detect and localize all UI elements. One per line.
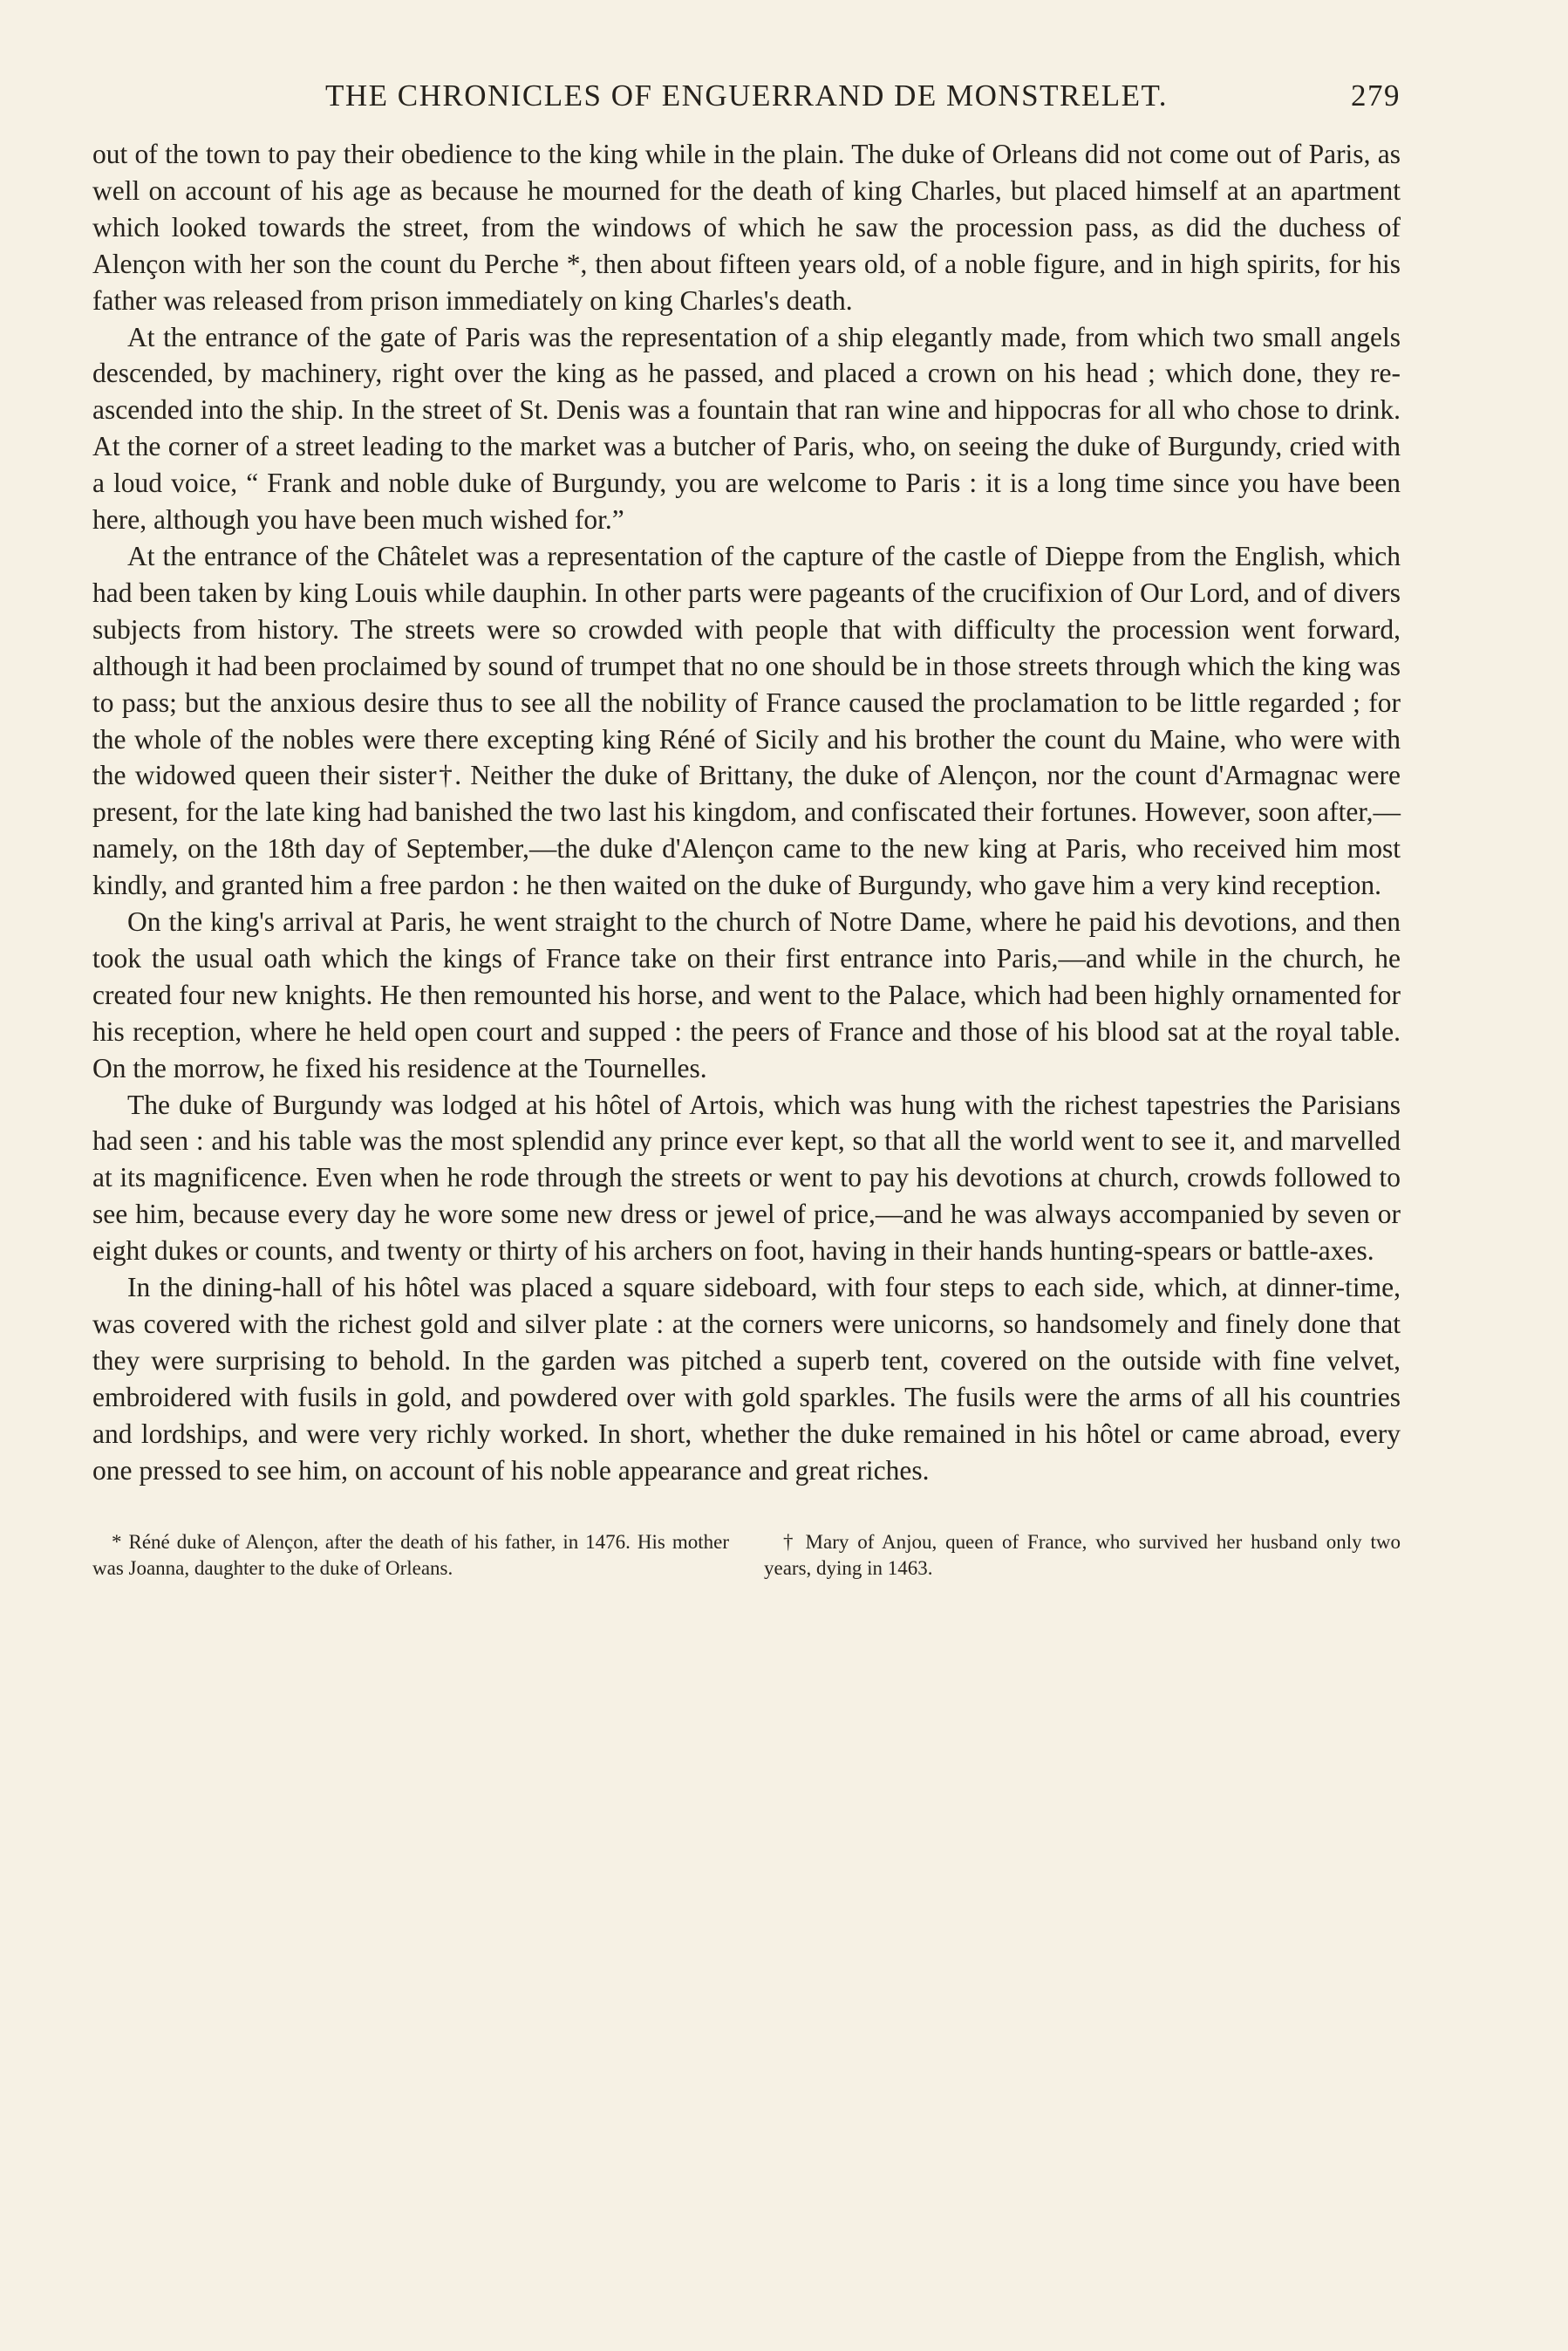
page-number: 279: [1351, 79, 1401, 113]
running-head: [92, 79, 1401, 120]
paragraph-dining-hall: In the dining-hall of his hôtel was placed a square sideboard, with four steps to each side, which, at dinner-time, was covered with the richest gold and silver plate : at the corners were unicorns, so handsomely and finely done that they were surprising to behold. In the garden was pitched a superb tent, covered on the outside with fine velvet, embroidered with fusils in gold, and powdered over with gold sparkles. The fusils were the arms of all his countries and lordships, and were very richly worked. In short, whether the duke remained in his hôtel or came abroad, every one pressed to see him, on account of his noble appearance and great riches.: [92, 1272, 1401, 1486]
paragraph-duke-of-burgundy: The duke of Burgundy was lodged at his hôtel of Artois, which was hung with the richest tapestries the Parisians had seen : and his table was the most splendid any prince ever kept, so that all the world went to see it, and marvelled at its magnificence. Even when he rode through the streets or went to pay his devotions at church, crowds followed to see him, because every day he wore some new dress or jewel of price,—and he was always accompanied by seven or eight dukes or counts, and twenty or thirty of his archers on foot, having in their hands hunting-spears or battle-axes.: [92, 1089, 1401, 1267]
footnote-rene: * Réné duke of Alençon, after the death of his father, in 1476. His mother was Joanna, daughter to the duke of Orleans.: [92, 1530, 729, 1579]
paragraph-ship-pageant: At the entrance of the gate of Paris was the representation of a ship elegantly made, from which two small angels descended, by machinery, right over the king as he passed, and placed a crown on his head ; which done, they re-ascended into the ship. In the street of St. Denis was a fountain that ran wine and hippocras for all who chose to drink. At the corner of a street leading to the market was a butcher of Paris, who, on seeing the duke of Burgundy, cried with a loud voice, “ Frank and noble duke of Burgundy, you are welcome to Paris : it is a long time since you have been here, although you have been much wished for.”: [92, 321, 1401, 536]
paragraph-king-arrival: On the king's arrival at Paris, he went straight to the church of Notre Dame, where he paid his devotions, and then took the usual oath which the kings of France take on their first entrance into Paris,—and while in the church, he created four new knights. He then remounted his horse, and went to the Palace, which had been highly ornamented for his reception, where he held open court and supped : the peers of France and those of his blood sat at the royal table. On the morrow, he fixed his residence at the Tournelles.: [92, 906, 1401, 1083]
footnote-mary-of-anjou: † Mary of Anjou, queen of France, who survived her husband only two years, dying in 1463.: [764, 1530, 1401, 1579]
paragraph-continued: out of the town to pay their obedience to the king while in the plain. The duke of Orleans did not come out of Paris, as well on account of his age as because he mourned for the death of king Charles, but placed himself at an apartment which looked towards the street, from the windows of which he saw the procession pass, as did the duchess of Alençon with her son the count du Perche *, then about fifteen years old, of a noble figure, and in high spirits, for his father was released from prison immediately on king Charles's death.: [92, 139, 1401, 316]
body-text: [92, 136, 1401, 1489]
footnotes: [92, 1529, 1401, 1582]
paragraph-chatelet: At the entrance of the Châtelet was a representation of the capture of the castle of Dieppe from the English, which had been taken by king Louis while dauphin. In other parts were pageants of the crucifixion of Our Lord, and of divers subjects from history. The streets were so crowded with people that with difficulty the procession went forward, although it had been proclaimed by sound of trumpet that no one should be in those streets through which the king was to pass; but the anxious desire thus to see all the nobility of France caused the proclamation to be little regarded ; for the whole of the nobles were there excepting king Réné of Sicily and his brother the count du Maine, who were with the widowed queen their sister†. Neither the duke of Brittany, the duke of Alençon, nor the count d'Armagnac were present, for the late king had banished the two last his kingdom, and confiscated their fortunes. However, soon after,—namely, on the 18th day of September,—the duke d'Alençon came to the new king at Paris, who received him most kindly, and granted him a free pardon : he then waited on the duke of Burgundy, who gave him a very kind reception.: [92, 540, 1401, 901]
book-page: [92, 79, 1401, 2312]
running-title: THE CHRONICLES OF ENGUERRAND DE MONSTRELET.: [324, 79, 1169, 113]
